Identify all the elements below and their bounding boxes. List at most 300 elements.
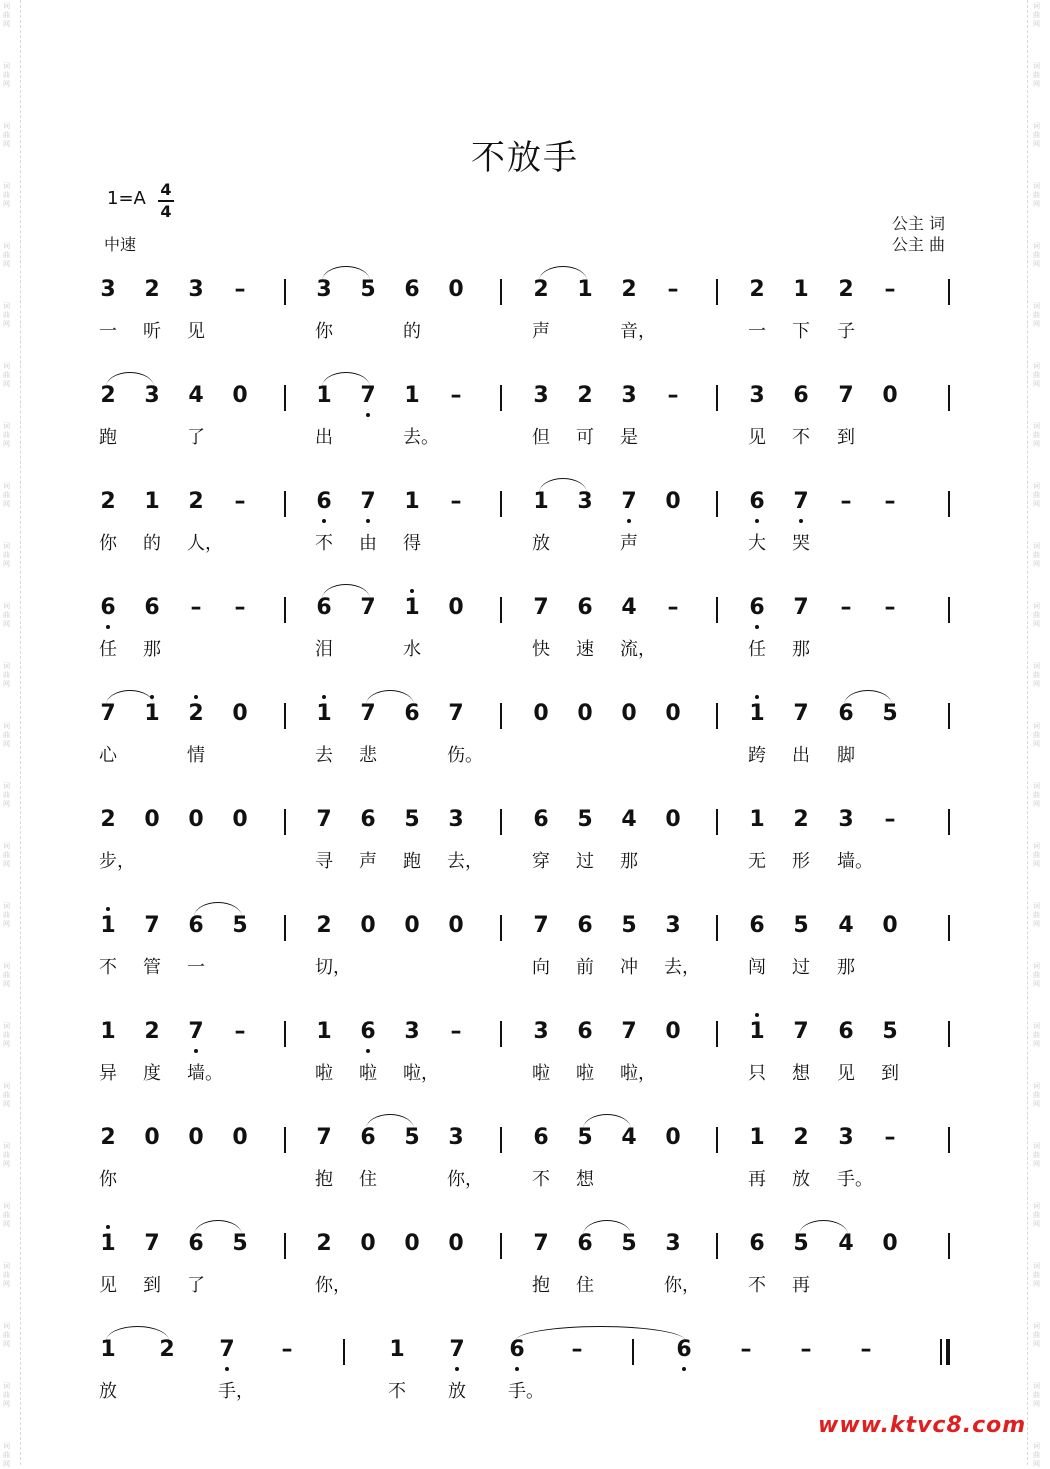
barline <box>716 809 718 835</box>
score-note: 1 <box>404 383 420 408</box>
barline <box>500 1021 502 1047</box>
lyric-syllable: 到 <box>881 1063 899 1084</box>
score-note: 3 <box>665 913 681 938</box>
watermark-text: 词 曲 网 <box>3 482 10 508</box>
watermark-text: 词 曲 网 <box>1033 602 1040 628</box>
watermark-text: 词 曲 网 <box>3 662 10 688</box>
lyric-syllable: 一 <box>99 321 117 342</box>
score-note: 7 <box>212 1337 242 1362</box>
score-note: 6 <box>749 1231 765 1256</box>
lyric-syllable: 穿 <box>532 851 550 872</box>
barline <box>948 915 950 941</box>
time-signature-bottom: 4 <box>160 202 172 221</box>
barline <box>284 809 286 835</box>
slur <box>366 690 414 705</box>
score-note: 2 <box>316 913 332 938</box>
score-note: 4 <box>188 383 204 408</box>
score-note: 2 <box>793 807 809 832</box>
score-note: 1 <box>316 383 332 408</box>
lyric-syllable: 到 <box>143 1275 161 1296</box>
score-note: 6 <box>838 701 854 726</box>
score-note: 4 <box>621 807 637 832</box>
score-note: 1 <box>577 277 593 302</box>
lyric-syllable: 住 <box>576 1275 594 1296</box>
lyric-syllable: 悲 <box>359 745 377 766</box>
score-note: 7 <box>353 383 383 408</box>
lyric-syllable: 度 <box>143 1063 161 1084</box>
score-note: 1 <box>93 1231 123 1256</box>
barline <box>500 491 502 517</box>
lyric-syllable: 可 <box>576 427 594 448</box>
slur <box>799 1220 848 1235</box>
barline <box>716 597 718 623</box>
score-note: 3 <box>749 383 765 408</box>
score-note: 3 <box>838 807 854 832</box>
score-note: 6 <box>742 489 772 514</box>
lyric-syllable: 不 <box>792 427 810 448</box>
score-note: 0 <box>404 913 420 938</box>
watermark-text: 词 曲 网 <box>3 902 10 928</box>
watermark-text: 词 曲 网 <box>1033 1322 1040 1348</box>
watermark-text: 词 曲 网 <box>3 362 10 388</box>
composer-credit: 公主 曲 <box>891 235 945 254</box>
watermark-text: 词 曲 网 <box>1033 422 1040 448</box>
score-note: 0 <box>360 913 376 938</box>
lyric-syllable: 是 <box>620 427 638 448</box>
lyric-syllable: 想 <box>792 1063 810 1084</box>
score-note: 2 <box>159 1337 175 1362</box>
lyric-syllable: 管 <box>143 957 161 978</box>
watermark-text: 词 曲 网 <box>1033 662 1040 688</box>
barline <box>948 597 950 623</box>
lyric-syllable: 泪 <box>315 639 333 660</box>
watermark-text: 词 曲 网 <box>1033 902 1040 928</box>
score-note: 6 <box>533 1125 549 1150</box>
watermark-text: 词 曲 网 <box>3 962 10 988</box>
score-note: 2 <box>577 383 593 408</box>
tempo-marking: 中速 <box>104 235 137 254</box>
score-note: 2 <box>838 277 854 302</box>
watermark-text: 词 曲 网 <box>3 542 10 568</box>
score-note: 0 <box>577 701 593 726</box>
score-note: 7 <box>353 489 383 514</box>
score-note: 5 <box>621 1231 637 1256</box>
watermark-text: 词 曲 网 <box>1033 2 1040 28</box>
score-note: 3 <box>448 1125 464 1150</box>
slur <box>366 1114 414 1129</box>
score-note: – <box>860 1337 872 1362</box>
score-note: 5 <box>232 1231 248 1256</box>
watermark-text: 词 曲 网 <box>1033 1142 1040 1168</box>
slur <box>194 902 242 917</box>
score-note: 1 <box>742 701 772 726</box>
barline <box>500 279 502 305</box>
watermark-text: 词 曲 网 <box>3 1022 10 1048</box>
watermark-text: 词 曲 网 <box>1033 842 1040 868</box>
watermark-text: 词 曲 网 <box>3 302 10 328</box>
lyric-syllable: 那 <box>620 851 638 872</box>
lyric-syllable: 去 <box>315 745 333 766</box>
score-note: 2 <box>793 1125 809 1150</box>
score-note: 5 <box>882 1019 898 1044</box>
lyric-syllable: 放 <box>448 1381 466 1402</box>
lyric-syllable: 步， <box>99 851 135 872</box>
watermark-text: 词 曲 网 <box>3 782 10 808</box>
lyric-syllable: 只 <box>748 1063 766 1084</box>
score-note: 5 <box>404 807 420 832</box>
barline <box>716 1233 718 1259</box>
lyric-syllable: 了 <box>187 427 205 448</box>
lyric-syllable: 情 <box>187 745 205 766</box>
lyric-syllable: 人， <box>187 533 223 554</box>
score-note: 6 <box>577 913 593 938</box>
lyric-syllable: 啦， <box>620 1063 656 1084</box>
watermark-text: 词 曲 网 <box>1033 242 1040 268</box>
time-signature-top: 4 <box>160 180 172 199</box>
score-note: – <box>884 1125 896 1150</box>
barline <box>284 915 286 941</box>
score-note: 4 <box>838 1231 854 1256</box>
watermark-text: 词 曲 网 <box>1033 122 1040 148</box>
lyric-syllable: 听 <box>143 321 161 342</box>
lyric-syllable: 一 <box>748 321 766 342</box>
score-note: 1 <box>533 489 549 514</box>
watermark-text: 词 曲 网 <box>1033 1082 1040 1108</box>
lyric-syllable: 见 <box>187 321 205 342</box>
lyric-syllable: 速 <box>576 639 594 660</box>
barline <box>500 385 502 411</box>
score-note: 6 <box>93 595 123 620</box>
barline <box>284 1021 286 1047</box>
watermark-text: 词 曲 网 <box>3 1382 10 1408</box>
score-note: 7 <box>793 701 809 726</box>
watermark-text: 词 曲 网 <box>3 1142 10 1168</box>
lyric-syllable: 得 <box>403 533 421 554</box>
lyric-syllable: 那 <box>792 639 810 660</box>
lyric-syllable: 伤。 <box>447 745 483 766</box>
lyric-syllable: 任 <box>748 639 766 660</box>
lyric-syllable: 墙。 <box>837 851 873 872</box>
lyric-syllable: 脚 <box>837 745 855 766</box>
lyric-syllable: 抱 <box>315 1169 333 1190</box>
score-note: 2 <box>533 277 549 302</box>
barline <box>716 915 718 941</box>
score-note: 5 <box>360 277 376 302</box>
score-note: 6 <box>309 489 339 514</box>
slur <box>515 1326 686 1341</box>
score-note: 5 <box>621 913 637 938</box>
score-note: 7 <box>100 701 116 726</box>
barline <box>284 491 286 517</box>
score-note: 3 <box>533 383 549 408</box>
watermark-text: 词 曲 网 <box>1033 1202 1040 1228</box>
lyric-syllable: 心 <box>99 745 117 766</box>
score-note: 0 <box>232 701 248 726</box>
lyric-syllable: 啦， <box>403 1063 439 1084</box>
watermark-text: 词 曲 网 <box>3 1322 10 1348</box>
score-note: 7 <box>360 595 376 620</box>
score-note: 7 <box>621 1019 637 1044</box>
score-note: 7 <box>838 383 854 408</box>
lyric-syllable: 过 <box>576 851 594 872</box>
song-title: 不放手 <box>471 138 579 178</box>
score-note: 0 <box>144 1125 160 1150</box>
lyric-syllable: 见 <box>748 427 766 448</box>
slur <box>106 690 154 705</box>
score-note: 0 <box>533 701 549 726</box>
barline <box>500 915 502 941</box>
lyric-syllable: 不 <box>748 1275 766 1296</box>
lyric-syllable: 再 <box>748 1169 766 1190</box>
score-note: 6 <box>188 1231 204 1256</box>
barline <box>716 385 718 411</box>
watermark-text: 词 曲 网 <box>3 1262 10 1288</box>
slur <box>539 478 587 493</box>
lyric-syllable: 想 <box>576 1169 594 1190</box>
score-note: 0 <box>232 383 248 408</box>
barline <box>948 1233 950 1259</box>
score-note: 6 <box>577 595 593 620</box>
score-note: 6 <box>316 595 332 620</box>
lyric-syllable: 过 <box>792 957 810 978</box>
watermark-text: 词 曲 网 <box>3 722 10 748</box>
lyric-syllable: 声 <box>359 851 377 872</box>
watermark-text: 词 曲 网 <box>3 1202 10 1228</box>
score-note: 2 <box>621 277 637 302</box>
lyric-syllable: 见 <box>837 1063 855 1084</box>
barline <box>284 1233 286 1259</box>
slur <box>844 690 892 705</box>
score-note: 3 <box>144 383 160 408</box>
score-note: 1 <box>389 1337 405 1362</box>
score-note: 0 <box>144 807 160 832</box>
lyric-syllable: 不 <box>388 1381 406 1402</box>
lyric-syllable: 异 <box>99 1063 117 1084</box>
slur <box>583 1114 631 1129</box>
barline <box>716 279 718 305</box>
score-note: – <box>667 277 679 302</box>
score-note: 6 <box>188 913 204 938</box>
lyric-syllable: 你 <box>99 533 117 554</box>
score-note: 7 <box>442 1337 472 1362</box>
lyric-syllable: 那 <box>837 957 855 978</box>
score-note: 1 <box>93 913 123 938</box>
score-note: – <box>571 1337 583 1362</box>
barline <box>343 1339 345 1365</box>
lyric-syllable: 到 <box>837 427 855 448</box>
score-note: 0 <box>232 807 248 832</box>
score-note: 3 <box>621 383 637 408</box>
score-note: 4 <box>838 913 854 938</box>
score-note: 2 <box>749 277 765 302</box>
slur <box>322 266 370 281</box>
score-note: 0 <box>404 1231 420 1256</box>
score-note: 6 <box>669 1337 699 1362</box>
score-note: – <box>450 383 462 408</box>
watermark-text: 词 曲 网 <box>3 122 10 148</box>
score-note: 0 <box>665 1125 681 1150</box>
lyric-syllable: 啦 <box>532 1063 550 1084</box>
watermark-text: 词 曲 网 <box>1033 482 1040 508</box>
watermark-text: 词 曲 网 <box>3 842 10 868</box>
lyric-syllable: 手。 <box>837 1169 873 1190</box>
score-note: – <box>450 1019 462 1044</box>
score-note: 7 <box>181 1019 211 1044</box>
score-note: 0 <box>448 595 464 620</box>
score-note: 1 <box>793 277 809 302</box>
slur <box>322 372 370 387</box>
lyric-syllable: 流， <box>620 639 656 660</box>
score-note: 6 <box>404 701 420 726</box>
score-note: 2 <box>144 277 160 302</box>
score-note: 5 <box>793 913 809 938</box>
lyric-syllable: 出 <box>315 427 333 448</box>
slur <box>106 1326 169 1341</box>
barline <box>716 491 718 517</box>
lyric-syllable: 水 <box>403 639 421 660</box>
score-note: – <box>800 1337 812 1362</box>
slur <box>539 266 587 281</box>
score-note: 6 <box>793 383 809 408</box>
barline <box>284 385 286 411</box>
score-note: 0 <box>665 701 681 726</box>
barline <box>948 1127 950 1153</box>
score-note: 5 <box>882 701 898 726</box>
score-note: 1 <box>749 807 765 832</box>
lyric-syllable: 啦 <box>359 1063 377 1084</box>
lyric-syllable: 手。 <box>508 1381 544 1402</box>
score-note: – <box>234 277 246 302</box>
barline <box>716 1021 718 1047</box>
watermark-text: 词 曲 网 <box>1033 1022 1040 1048</box>
lyric-syllable: 寻 <box>315 851 333 872</box>
score-note: 1 <box>397 595 427 620</box>
lyric-syllable: 住 <box>359 1169 377 1190</box>
score-note: 2 <box>100 807 116 832</box>
lyric-syllable: 哭 <box>792 533 810 554</box>
lyricist-credit: 公主 词 <box>891 214 945 233</box>
score-note: 7 <box>793 1019 809 1044</box>
score-note: 3 <box>577 489 593 514</box>
score-note: 1 <box>137 701 167 726</box>
barline <box>948 703 950 729</box>
lyric-syllable: 你， <box>664 1275 700 1296</box>
slur <box>322 584 370 599</box>
lyric-syllable: 跑 <box>403 851 421 872</box>
watermark-text: 词 曲 网 <box>1033 182 1040 208</box>
lyric-syllable: 的 <box>143 533 161 554</box>
watermark-text: 词 曲 网 <box>1033 722 1040 748</box>
score-note: 2 <box>144 1019 160 1044</box>
score-note: 5 <box>404 1125 420 1150</box>
lyric-syllable: 但 <box>532 427 550 448</box>
watermark-text: 词 曲 网 <box>3 1082 10 1108</box>
score-note: 7 <box>793 595 809 620</box>
score-note: 1 <box>309 701 339 726</box>
lyric-syllable: 了 <box>187 1275 205 1296</box>
score-note: 3 <box>838 1125 854 1150</box>
watermark-text: 词 曲 网 <box>1033 362 1040 388</box>
score-note: 7 <box>533 1231 549 1256</box>
score-note: 5 <box>793 1231 809 1256</box>
score-note: 1 <box>144 489 160 514</box>
lyric-syllable: 去， <box>664 957 700 978</box>
lyric-syllable: 声 <box>532 321 550 342</box>
watermark-text: 词 曲 网 <box>3 242 10 268</box>
lyric-syllable: 不 <box>532 1169 550 1190</box>
barline <box>500 809 502 835</box>
lyric-syllable: 无 <box>748 851 766 872</box>
score-note: 6 <box>360 1125 376 1150</box>
lyric-syllable: 向 <box>532 957 550 978</box>
score-note: 0 <box>621 701 637 726</box>
score-note: 0 <box>188 807 204 832</box>
barline <box>948 809 950 835</box>
lyric-syllable: 一 <box>187 957 205 978</box>
watermark-text: 词 曲 网 <box>3 1442 10 1468</box>
barline <box>948 279 950 305</box>
lyric-syllable: 放 <box>99 1381 117 1402</box>
barline <box>716 703 718 729</box>
lyric-syllable: 的 <box>403 321 421 342</box>
barline <box>500 1233 502 1259</box>
barline <box>284 597 286 623</box>
score-note: 2 <box>188 489 204 514</box>
lyric-syllable: 子 <box>837 321 855 342</box>
lyric-syllable: 由 <box>359 533 377 554</box>
barline <box>284 279 286 305</box>
final-barline-thin <box>940 1339 942 1365</box>
lyric-syllable: 出 <box>792 745 810 766</box>
lyric-syllable: 啦 <box>315 1063 333 1084</box>
lyric-syllable: 跨 <box>748 745 766 766</box>
score-note: 7 <box>316 1125 332 1150</box>
score-note: 3 <box>665 1231 681 1256</box>
score-note: 0 <box>448 913 464 938</box>
lyric-syllable: 跑 <box>99 427 117 448</box>
lyric-syllable: 下 <box>792 321 810 342</box>
score-note: 0 <box>882 1231 898 1256</box>
score-note: 6 <box>742 595 772 620</box>
key-signature: 1=A <box>107 188 146 209</box>
lyric-syllable: 声 <box>620 533 638 554</box>
watermark-text: 词 曲 网 <box>1033 782 1040 808</box>
score-note: 3 <box>316 277 332 302</box>
watermark-text: 词 曲 网 <box>3 422 10 448</box>
score-note: 0 <box>232 1125 248 1150</box>
lyric-syllable: 抱 <box>532 1275 550 1296</box>
score-note: – <box>667 383 679 408</box>
lyric-syllable: 放 <box>532 533 550 554</box>
watermark-text: 词 曲 网 <box>1033 962 1040 988</box>
score-note: 7 <box>533 913 549 938</box>
score-note: 5 <box>577 1125 593 1150</box>
watermark-text: 词 曲 网 <box>3 602 10 628</box>
score-note: 7 <box>614 489 644 514</box>
score-note: 1 <box>100 1019 116 1044</box>
score-note: 5 <box>232 913 248 938</box>
score-note: 4 <box>621 595 637 620</box>
slur <box>583 1220 631 1235</box>
score-note: 7 <box>533 595 549 620</box>
score-note: 0 <box>665 807 681 832</box>
lyric-syllable: 墙。 <box>187 1063 223 1084</box>
lyric-syllable: 你 <box>315 321 333 342</box>
barline <box>948 491 950 517</box>
score-note: 7 <box>144 1231 160 1256</box>
score-note: 6 <box>144 595 160 620</box>
score-note: 3 <box>188 277 204 302</box>
